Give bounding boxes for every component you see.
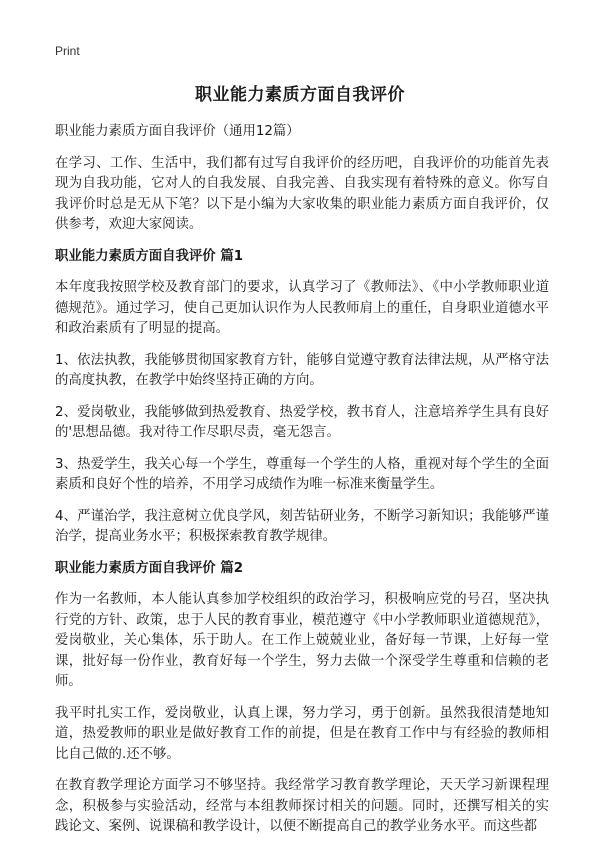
paragraph: 本年度我按照学校及教育部门的要求，认真学习了《教师法》、《中小学教师职业道德规范》。通过学习，使自己更加认识作为人民教师肩上的重任，自身职业道德水平和政治素质有了明显的提高。 xyxy=(55,280,549,336)
print-label: Print xyxy=(55,44,80,58)
paragraph: 在教育教学理论方面学习不够坚持。我经常学习教育教学理论，天天学习新课程理念，积极参与实验活动，经常与本组教师探讨相关的问题。同时，还撰写相关的实践论文、案例、说课稿和教学设计，以便不断提高自己的教学业务水平。而这些都 xyxy=(55,778,549,834)
page-title: 职业能力素质方面自我评价 xyxy=(195,85,405,105)
document-body xyxy=(55,122,549,849)
paragraph: 1、依法执教，我能够贯彻国家教育方针，能够自觉遵守教育法律法规，从严格守法的高度执教，在教学中始终坚持正确的方向。 xyxy=(55,352,549,388)
section-heading-1: 职业能力素质方面自我评价 篇1 xyxy=(55,248,244,264)
paragraph: 2、爱岗敬业，我能够做到热爱教育、热爱学校，教书育人，注意培养学生具有良好的'思想品德。我对待工作尽职尽责，毫无怨言。 xyxy=(55,404,549,440)
intro-paragraph: 在学习、工作、生活中，我们都有过写自我评价的经历吧，自我评价的功能首先表现为自我功能，它对人的自我发展、自我完善、自我实现有着特殊的意义。你写自我评价时总是无从下笔？以下是小编为大家收集的职业能力素质方面自我评价，仅供参考，欢迎大家阅读。 xyxy=(55,155,549,232)
section-heading-2: 职业能力素质方面自我评价 篇2 xyxy=(55,560,244,576)
paragraph: 作为一名教师，本人能认真参加学校组织的政治学习，积极响应党的号召，坚决执行党的方针、政策，忠于人民的教育事业，模范遵守《中小学教师职业道德规范》，爱岗敬业，关心集体，乐于助人。在工作上兢兢业业，备好每一节课，上好每一堂课，批好每一份作业，教育好每一个学生，努力去做一个深受学生尊重和信赖的老师。 xyxy=(55,592,549,689)
paragraph: 4、严谨治学，我注意树立优良学风，刻苦钻研业务，不断学习新知识；我能够严谨治学，提高业务水平；积极探索教育教学规律。 xyxy=(55,508,549,544)
paragraph: 我平时扎实工作，爱岗敬业，认真上课，努力学习，勇于创新。虽然我很清楚地知道，热爱教师的职业是做好教育工作的前提，但是在教育工作中与有经验的教师相比自己做的.还不够。 xyxy=(55,705,549,762)
paragraph: 3、热爱学生，我关心每一个学生，尊重每一个学生的人格，重视对每个学生的全面素质和良好个性的培养，不用学习成绩作为唯一标准来衡量学生。 xyxy=(55,456,549,492)
document-subtitle: 职业能力素质方面自我评价（通用12篇） xyxy=(55,124,300,139)
